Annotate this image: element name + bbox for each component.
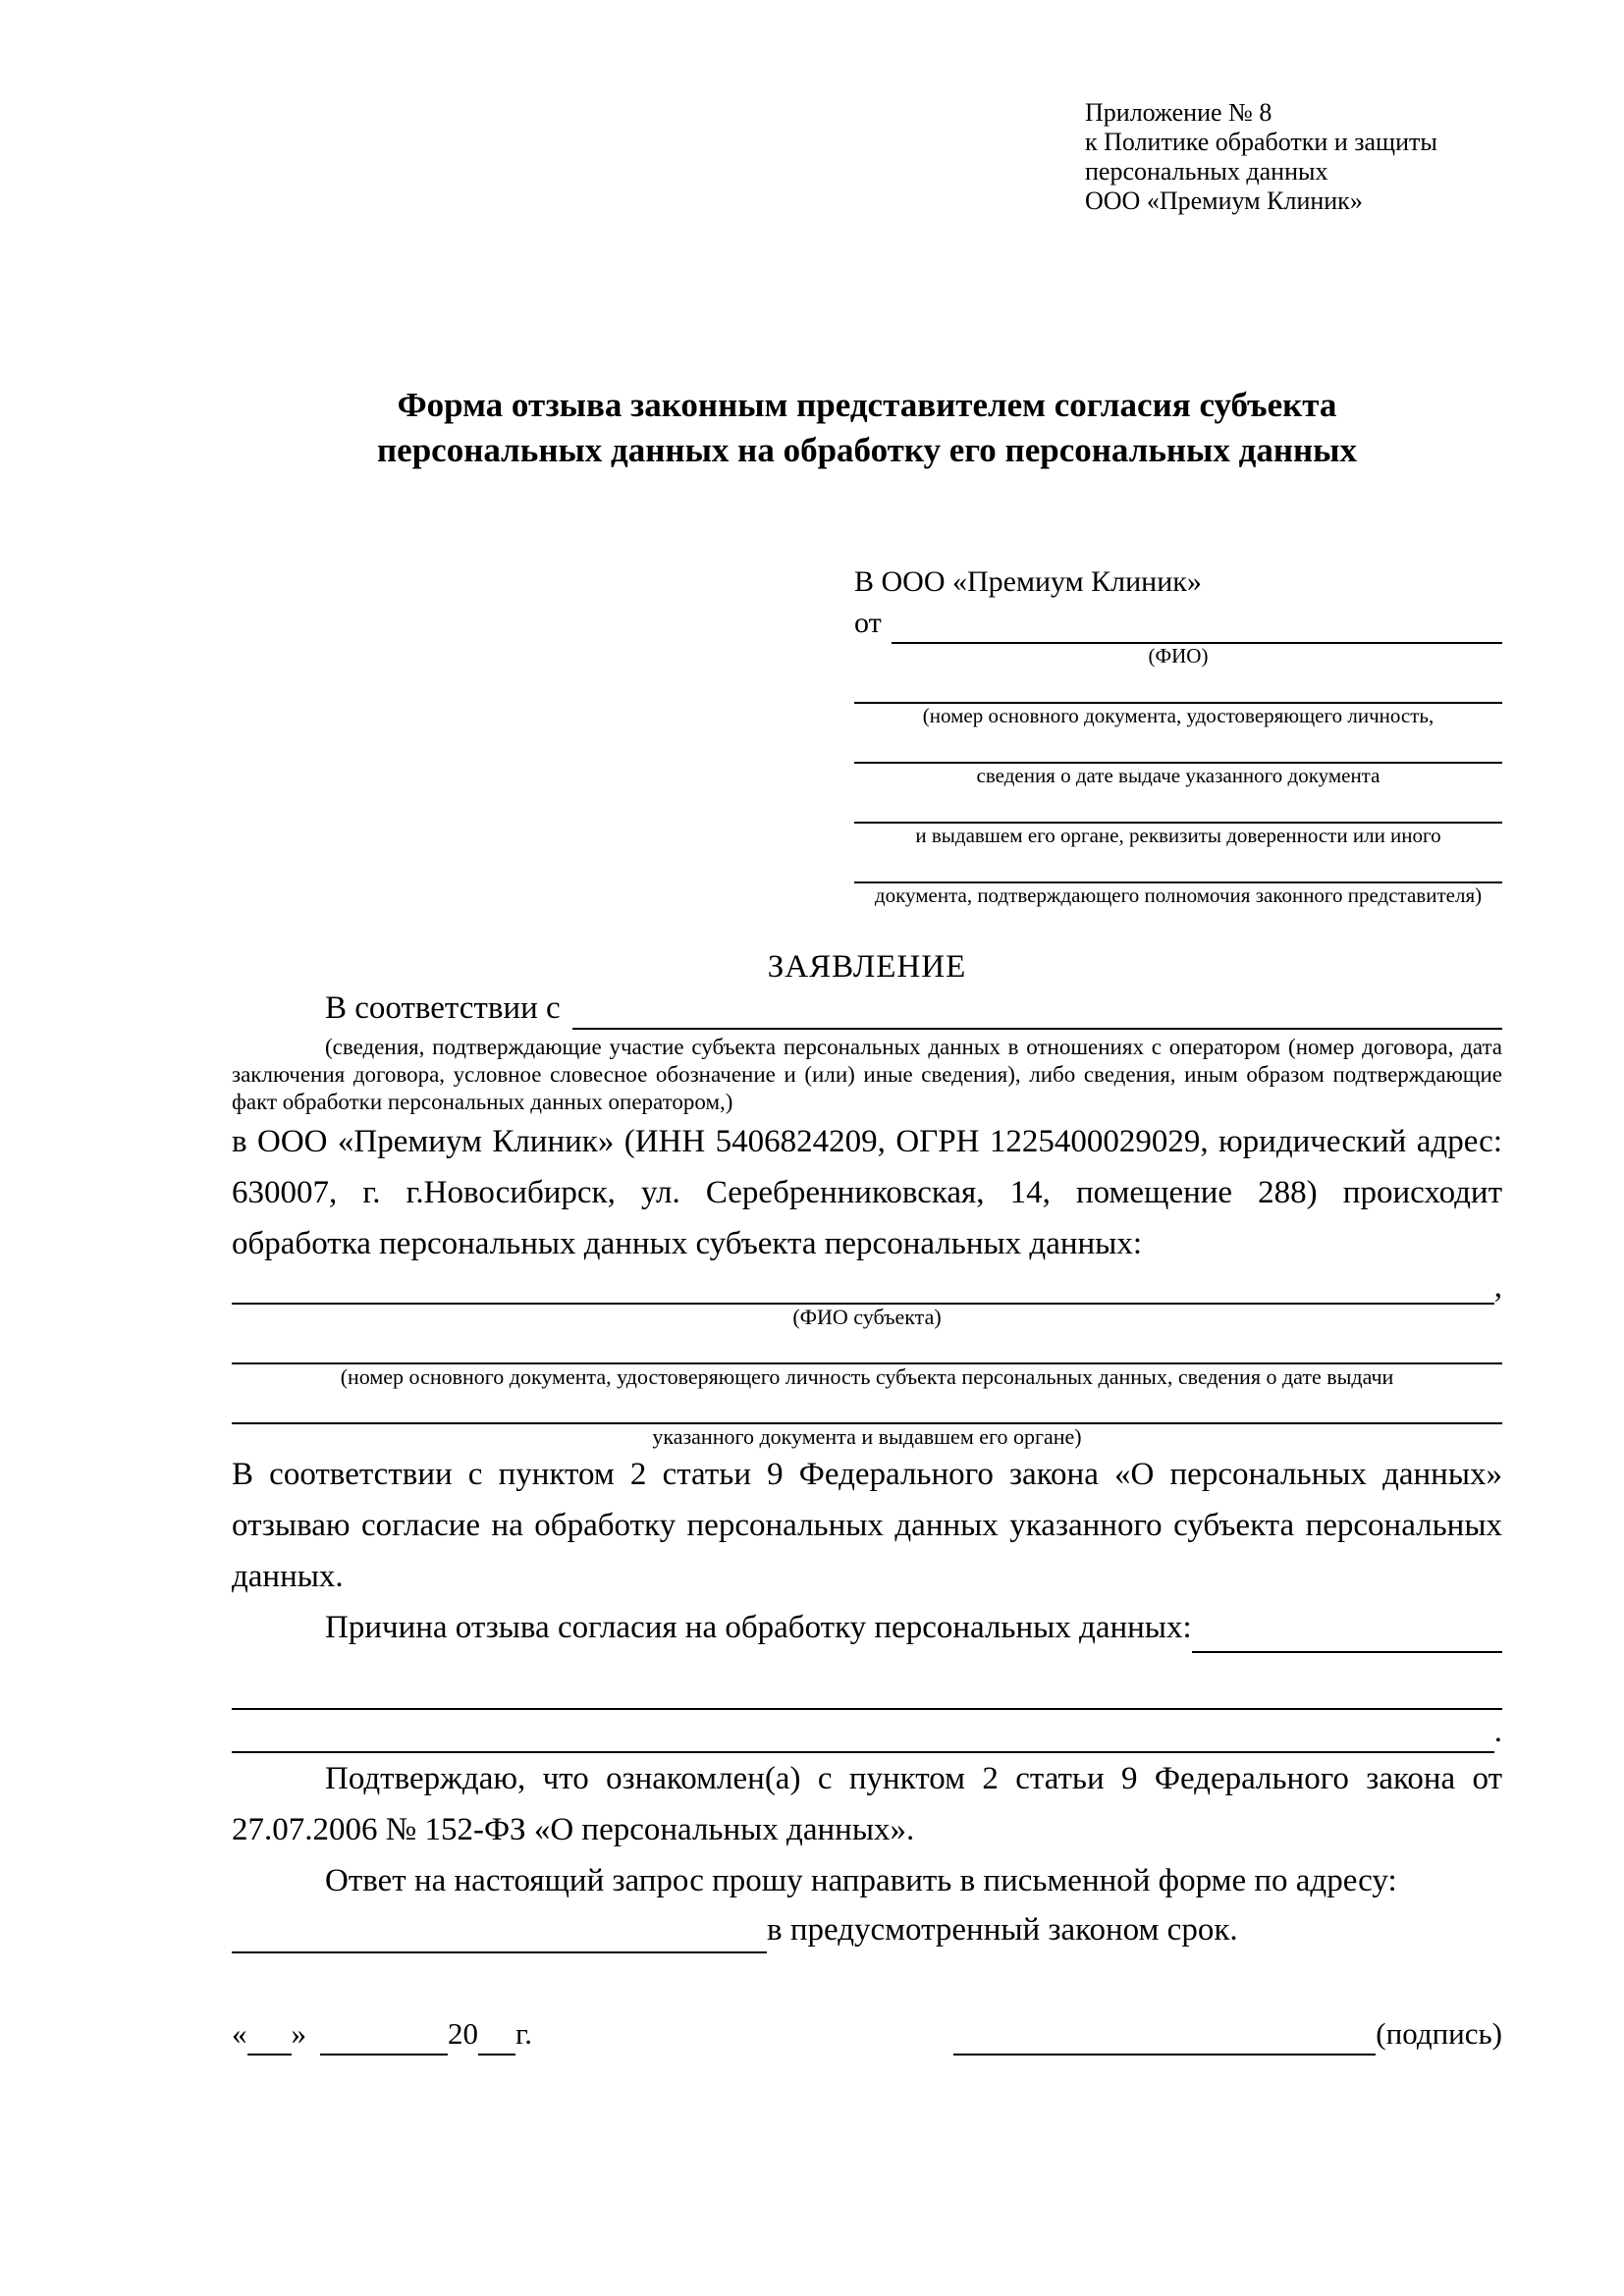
appendix-note [1085, 98, 1502, 216]
issue-date-blank-field [854, 728, 1502, 764]
subject-fio-caption: (ФИО субъекта) [792, 1305, 942, 1329]
signature-blank-field [953, 2020, 1376, 2056]
issue-date-caption: сведения о дате выдаче указанного документа [976, 764, 1380, 787]
subject-fio-suffix: , [1493, 1269, 1502, 1305]
issuing-authority-blank-field [854, 788, 1502, 824]
subject-authority-caption: указанного документа и выдавшем его органе) [652, 1424, 1082, 1449]
authority-document-caption: документа, подтверждающего полномочия законного представителя) [874, 883, 1483, 907]
date-line [232, 2012, 532, 2056]
date-year-prefix: 20 [448, 2016, 478, 2051]
document-title [232, 383, 1502, 473]
signature-line [953, 2012, 1502, 2056]
acknowledgement-paragraph: Подтверждаю, что ознакомлен(а) с пунктом 2 статьи 9 Федерального закона от 27.07.2006 № 152-ФЗ «О персональных данных». [232, 1761, 1502, 1847]
subject-fio-row [232, 1269, 1502, 1305]
document-title-line-1: Форма отзыва законным представителем согласия субъекта [397, 386, 1337, 424]
intro-row [232, 987, 1502, 1030]
fio-caption: (ФИО) [1148, 644, 1209, 667]
reply-paragraph: Ответ на настоящий запрос прошу направить в письменной форме по адресу: [325, 1863, 1397, 1898]
appendix-note-line-1: Приложение № 8 [1085, 98, 1272, 127]
date-month-blank-field [320, 2020, 448, 2056]
reason-terminator: . [1493, 1714, 1502, 1749]
appendix-note-line-4: ООО «Премиум Клиник» [1085, 187, 1363, 215]
basis-blank-field [572, 1028, 1502, 1030]
document-title-line-2: персональных данных на обработку его персональных данных [377, 431, 1357, 469]
issuing-authority-caption: и выдавшем его органе, реквизиты доверенности или иного [915, 824, 1441, 847]
authority-document-blank-field [854, 848, 1502, 883]
statement-heading: ЗАЯВЛЕНИЕ [767, 949, 967, 985]
reason-row [232, 1602, 1502, 1653]
date-year-suffix: г. [515, 2016, 532, 2051]
addressee-organization: В ООО «Премиум Клиник» [854, 565, 1202, 598]
operator-paragraph: в ООО «Премиум Клиник» (ИНН 5406824209, ОГРН 1225400029029, юридический адрес: 630007, г. г.Новосибирск, ул. Серебренниковская, 14, помещение 288) происходит обработка персональных данных субъекта персональных данных: [232, 1124, 1502, 1261]
reason-continuation-blank-field-1 [232, 1669, 1502, 1710]
reason-label: Причина отзыва согласия на обработку персональных данных: [325, 1610, 1192, 1645]
appendix-note-line-2: к Политике обработки и защиты [1085, 128, 1437, 156]
subject-document-caption: (номер основного документа, удостоверяющего личность субъекта персональных данных, сведения о дате выдачи [340, 1364, 1394, 1389]
date-year-blank-field [478, 2020, 515, 2056]
reply-address-blank-field [232, 1914, 767, 1953]
subject-document-row [232, 1329, 1502, 1364]
appendix-note-line-3: персональных данных [1085, 157, 1328, 186]
document-number-caption: (номер основного документа, удостоверяющего личность, [922, 704, 1435, 727]
addressee-from-row [854, 603, 1502, 644]
intro-footnote: (сведения, подтверждающие участие субъекта персональных данных в отношениях с оператором (номер договора, дата заключения договора, условное словесное обозначение и (или) иные сведения), либо сведения, иным образом подтверждающие факт обработки персональных данных оператором,) [232, 1035, 1502, 1114]
withdrawal-paragraph: В соответствии с пунктом 2 статьи 9 Федерального закона «О персональных данных» отзываю согласие на обработку персональных данных указанного субъекта персональных данных. [232, 1457, 1502, 1594]
intro-label: В соответствии с [325, 990, 561, 1026]
reply-suffix: в предусмотренный законом срок. [767, 1912, 1238, 1948]
reason-continuation-row [232, 1710, 1502, 1753]
date-quote-open: « [232, 2016, 247, 2051]
date-quote-close: » [291, 2016, 306, 2051]
reply-address-row [232, 1906, 1502, 1953]
from-label: от [854, 607, 882, 639]
addressee-block [854, 561, 1502, 908]
date-day-blank-field [247, 2020, 292, 2056]
reason-blank-field [1192, 1651, 1502, 1653]
document-number-blank-field [854, 668, 1502, 704]
subject-authority-row [232, 1389, 1502, 1424]
footer-row [232, 2012, 1502, 2056]
signature-caption: (подпись) [1376, 2016, 1502, 2051]
